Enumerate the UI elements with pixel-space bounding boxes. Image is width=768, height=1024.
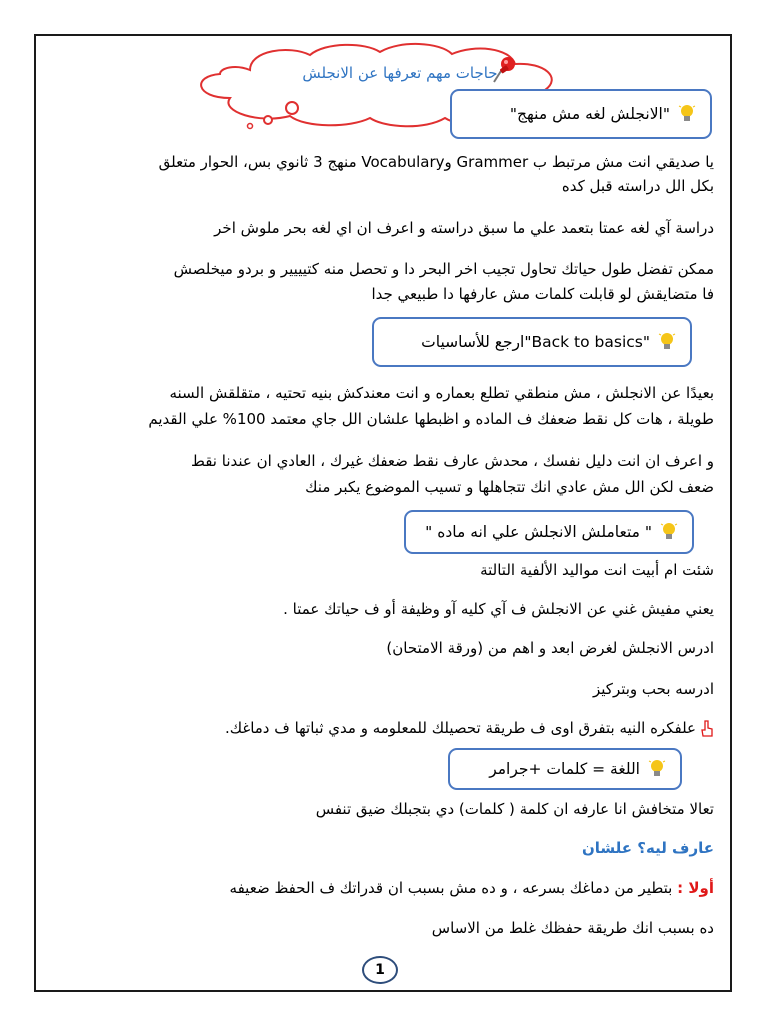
callout-box-english-not-subject [450, 89, 712, 139]
paragraph-line: بكل الل دراسته قبل كده [561, 177, 714, 195]
paragraph-line: يعني مفيش غني عن الانجلش ف آي كليه آو وظيفة أو ف حياتك عمتا . [283, 600, 714, 618]
paragraph-line: ادرسه بحب وبتركيز [593, 680, 714, 698]
paragraph-line: بعيدًا عن الانجلش ، مش منطقي تطلع بعماره و انت معندكش بنيه تحتيه ، متقلقش السنه [169, 384, 714, 402]
paragraph-line: ادرس الانجلش لغرض ابعد و اهم من (ورقة الامتحان) [386, 639, 714, 657]
lightbulb-icon [658, 331, 676, 353]
paragraph-line: ضعف لكن الل مش عادي انك تتجاهلها و تسيب الموضوع يكبر منك [305, 478, 714, 496]
section-heading: عارف ليه؟ علشان [581, 839, 714, 857]
paragraph-line: يا صديقي انت مش مرتبط ب Grammer وVocabulary منهج 3 ثانوي بس، الحوار متعلق [158, 153, 714, 171]
paragraph-line: طويلة ، هات كل نقط ضعفك ف الماده و اظبطها علشان الل جاي معتمد 100% علي القديم [148, 410, 714, 428]
callout-text: اللغة = كلمات +جرامر [489, 760, 640, 778]
lightbulb-icon [678, 103, 696, 125]
lightbulb-icon [648, 758, 666, 780]
paragraph-line-with-hand [54, 716, 714, 740]
paragraph-text: علفكره النيه بتفرق اوى ف طريقة تحصيلك للمعلومه و مدي ثباتها ف دماغك. [224, 719, 696, 737]
callout-text: " متعاملش الانجلش علي انه ماده " [425, 523, 652, 541]
callout-text: "الانجلش لغه مش منهج" [509, 105, 670, 123]
paragraph-line: دراسة آي لغه عمتا بتعمد علي ما سبق دراسته و اعرف ان اي لغه بحر ملوش اخر [214, 219, 714, 237]
page-number: 1 [362, 956, 398, 984]
callout-box-language-formula [448, 748, 682, 790]
paragraph-line: ممكن تفضل طول حياتك تحاول تجيب اخر البحر دا و تحصل منه كتيييير و بردو ميخلصش [173, 260, 714, 278]
paragraph-line: و اعرف ان انت دليل نفسك ، محدش عارف نقط ضعفك غيرك ، العادي ان عندنا نقط [190, 452, 714, 470]
paragraph-line: فا متضايقش لو قابلت كلمات مش عارفها دا طبيعي جدا [371, 285, 714, 303]
callout-box-back-to-basics [372, 317, 692, 367]
callout-text: "Back to basics"ارجع للأساسيات [421, 333, 650, 351]
first-label: أولا : [677, 879, 714, 897]
paragraph-line-first [54, 876, 714, 900]
lightbulb-icon [660, 521, 678, 543]
paragraph-line: شئت ام أبيت انت مواليد الألفية التالتة [480, 561, 714, 579]
callout-box-not-a-subject [404, 510, 694, 554]
paragraph-line: ده بسبب انك طريقة حفظك غلط من الاساس [431, 919, 714, 937]
paragraph-text: بتطير من دماغك بسرعه ، و ده مش بسبب ان قدراتك ف الحفظ ضعيفه [229, 879, 678, 897]
paragraph-line: تعالا متخافش انا عارفه ان كلمة ( كلمات) دي بتجبلك ضيق تنفس [315, 800, 714, 818]
page-title: حاجات مهم تعرفها عن الانجلش [302, 64, 498, 82]
pointing-hand-icon [700, 720, 714, 738]
